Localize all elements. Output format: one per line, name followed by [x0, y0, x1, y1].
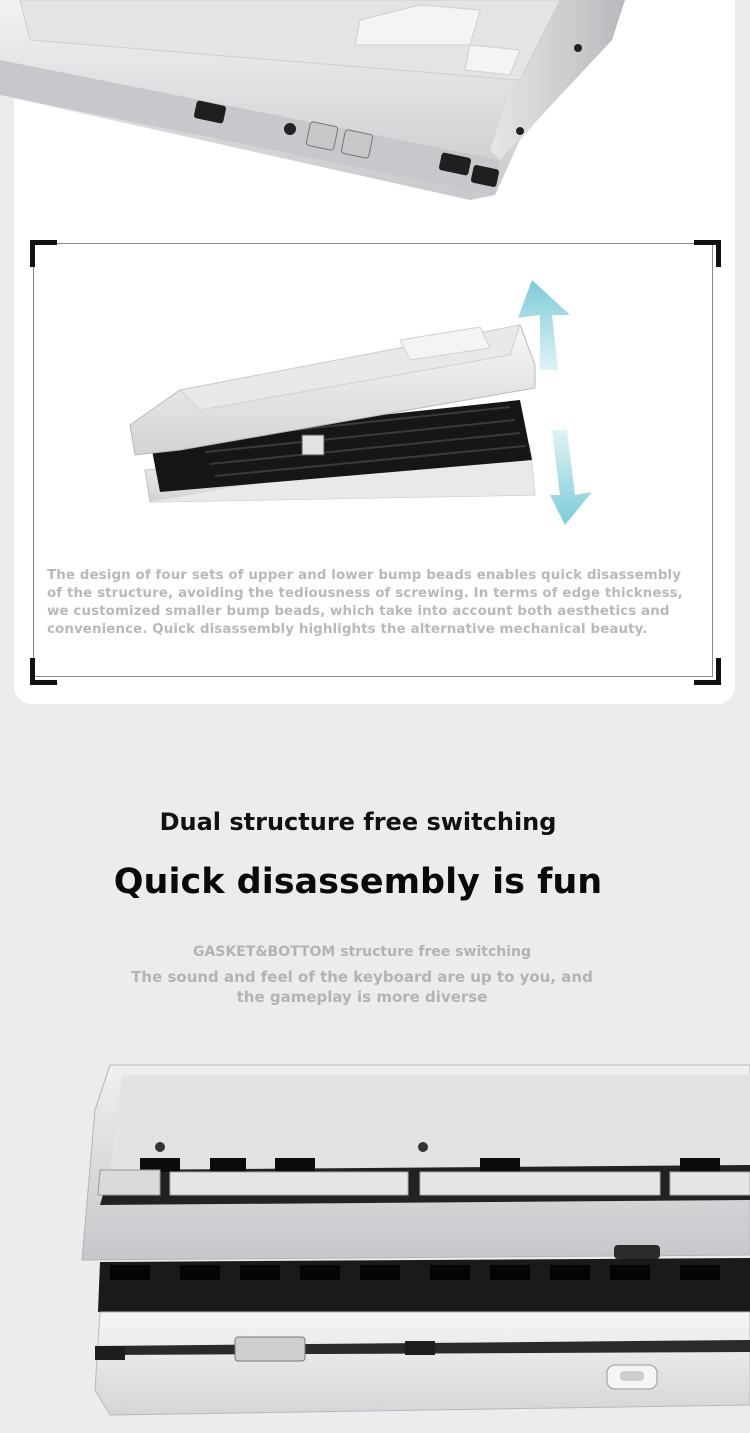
- section-caption-body: The sound and feel of the keyboard are up to you, and the gameplay is more diverse: [131, 968, 593, 1006]
- section-title: Quick disassembly is fun: [113, 862, 603, 902]
- disassembly-image: [120, 270, 620, 540]
- frame-corner: [694, 658, 721, 685]
- frame-corner: [30, 240, 57, 267]
- feature-description: The design of four sets of upper and lower bump beads enables quick disassembly of the structure, avoiding the tediousness of screwing. In terms of edge thickness, we customized smaller bump beads, which take into account both aesthetics and convenience. Quick disassembly highlights the alternative mechanical beauty.: [47, 568, 683, 637]
- keyboard-underside-image: [0, 0, 750, 215]
- section-caption-heading: GASKET&BOTTOM structure free switching: [192, 944, 532, 960]
- frame-corner: [694, 240, 721, 267]
- keyboard-exploded-image: [0, 1050, 750, 1433]
- section-subtitle: Dual structure free switching: [159, 808, 557, 836]
- frame-corner: [30, 658, 57, 685]
